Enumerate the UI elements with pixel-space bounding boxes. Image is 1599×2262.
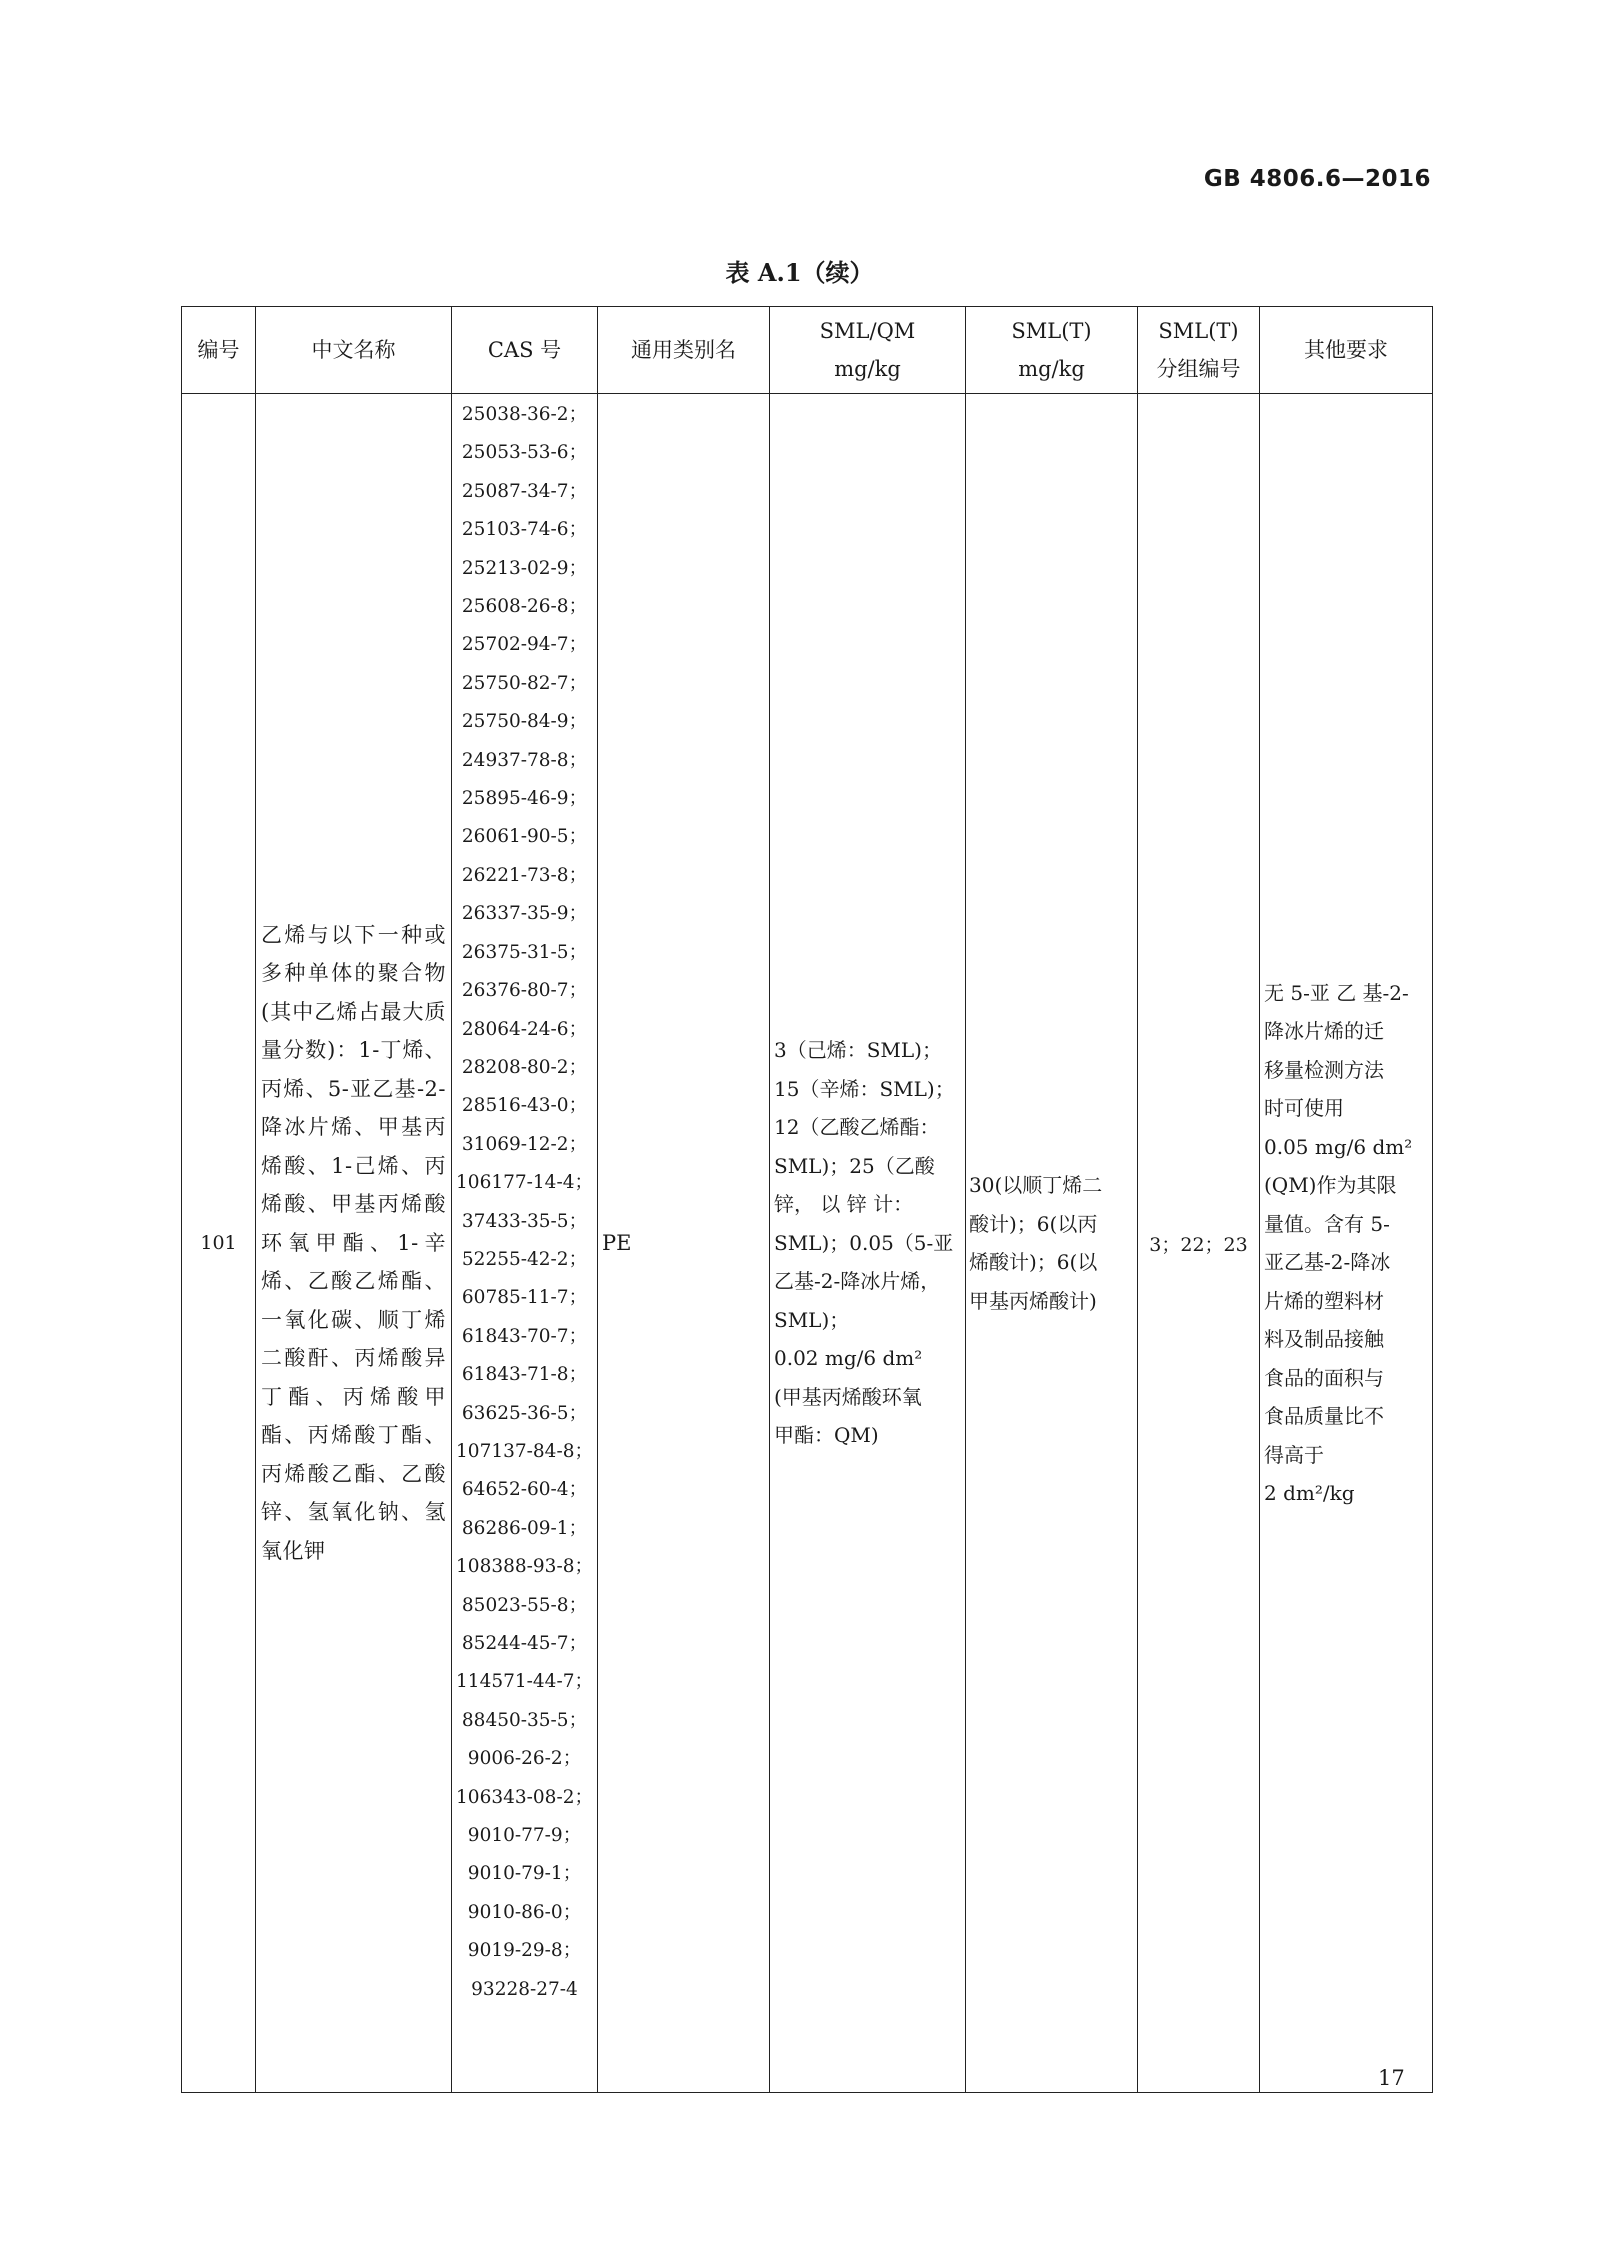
header-sml-t-group: [1138, 307, 1260, 394]
cas-number: 9006-26-2；: [467, 1748, 582, 1770]
cas-number: 26337-35-9；: [461, 903, 588, 925]
header-category: 通用类别名: [598, 307, 770, 394]
other-requirement-line: 食品质量比不: [1264, 1404, 1384, 1428]
cas-number: 26061-90-5；: [461, 826, 588, 848]
cas-number: 28516-43-0；: [461, 1095, 588, 1117]
other-requirement-line: 料及制品接触: [1264, 1327, 1384, 1351]
header-sml-t-group-line2: 分组编号: [1156, 357, 1241, 381]
other-requirement-line: 片烯的塑料材: [1264, 1288, 1384, 1313]
sml-qm-line: (甲基丙烯酸环氧: [774, 1384, 922, 1409]
cas-number: 63625-36-5；: [461, 1402, 588, 1424]
cas-number: 85023-55-8；: [461, 1594, 588, 1616]
cas-number: 61843-71-8；: [461, 1364, 588, 1386]
other-requirement-line: 食品的面积与: [1264, 1365, 1384, 1390]
sml-qm-list: [774, 1031, 961, 1455]
other-requirement-line: 2 dm²/kg: [1264, 1481, 1355, 1505]
table-row: [182, 394, 1433, 2093]
other-requirement-line: 时可使用: [1264, 1096, 1344, 1120]
cas-number: 26375-31-5；: [461, 941, 588, 963]
other-requirement-line: 亚乙基-2-降冰: [1264, 1250, 1391, 1274]
cas-number: 60785-11-7；: [461, 1287, 588, 1309]
cas-list: [452, 396, 597, 2009]
header-num: 编号: [182, 307, 256, 394]
cas-number: 28208-80-2；: [461, 1056, 588, 1078]
other-requirement-line: 量值。含有 5-: [1264, 1211, 1390, 1236]
cas-number: 25038-36-2；: [461, 404, 588, 425]
header-cas: CAS 号: [452, 307, 598, 394]
sml-qm-line: 乙基-2-降冰片烯，: [774, 1269, 941, 1294]
cas-number: 25750-84-9；: [461, 711, 588, 733]
substance-table: [181, 306, 1433, 2093]
standard-code: GB 4806.6—2016: [1203, 166, 1431, 192]
cas-number: 52255-42-2；: [461, 1248, 588, 1270]
cas-number: 26221-73-8；: [461, 864, 588, 886]
cell-name: 乙烯与以下一种或多种单体的聚合物(其中乙烯占最大质量分数)：1-丁烯、丙烯、5-亚乙基-2-降冰片烯、甲基丙烯酸、1-己烯、丙烯酸、甲基丙烯酸环氧甲酯、1-辛烯、乙酸乙烯酯、一氧化碳、顺丁烯二酸酐、丙烯酸异丁酯、丙烯酸甲酯、丙烯酸丁酯、丙烯酸乙酯、乙酸锌、氢氧化钠、氢氧化钾: [256, 394, 452, 2093]
other-requirement-line: 得高于: [1264, 1442, 1324, 1467]
sml-t-line: 酸计)；6(以丙: [969, 1211, 1098, 1236]
cas-number: 61843-70-7；: [461, 1325, 588, 1347]
cas-number: 93228-27-4: [471, 1978, 578, 2000]
sml-t-line: 烯酸计)；6(以: [969, 1250, 1098, 1274]
cas-number: 25608-26-8；: [461, 596, 588, 618]
header-sml-qm-line2: mg/kg: [834, 357, 901, 381]
sml-qm-line: SML)；25（乙酸: [774, 1153, 935, 1178]
other-requirement-line: 降冰片烯的迁: [1264, 1019, 1384, 1043]
cas-number: 88450-35-5；: [461, 1709, 588, 1731]
cell-num: 101: [182, 394, 256, 2093]
cas-number: 25053-53-6；: [461, 442, 588, 464]
cas-number: 9010-79-1；: [467, 1863, 582, 1885]
other-requirement-line: 0.05 mg/6 dm²: [1264, 1134, 1413, 1159]
cell-sml-t: [966, 394, 1138, 2093]
cas-number: 37433-35-5；: [461, 1210, 588, 1232]
sml-qm-line: 12（乙酸乙烯酯：: [774, 1115, 940, 1140]
sml-qm-line: SML)；: [774, 1307, 850, 1332]
other-requirement-line: (QM)作为其限: [1264, 1173, 1397, 1197]
sml-qm-line: SML)；0.05（5-亚: [774, 1230, 954, 1255]
header-sml-qm-line1: SML/QM: [819, 319, 916, 343]
cell-cas: [452, 394, 598, 2093]
cas-number: 86286-09-1；: [461, 1517, 588, 1539]
cas-number: 108388-93-8；: [456, 1556, 593, 1578]
header-sml-t-line2: mg/kg: [1018, 357, 1085, 381]
cas-number: 106343-08-2；: [456, 1786, 593, 1808]
header-sml-t-group-line1: SML(T): [1158, 319, 1239, 343]
header-other: 其他要求: [1260, 307, 1433, 394]
header-name: 中文名称: [256, 307, 452, 394]
sml-qm-line: 0.02 mg/6 dm²: [774, 1346, 923, 1371]
sml-t-list: [969, 1166, 1134, 1320]
cell-sml-t-group: 3；22；23: [1138, 394, 1260, 2093]
cas-number: 25213-02-9；: [461, 557, 588, 579]
sml-t-line: 甲基丙烯酸计): [969, 1288, 1097, 1313]
table-title: 表 A.1（续）: [725, 258, 874, 287]
cas-number: 25702-94-7；: [461, 634, 588, 656]
other-list: [1264, 974, 1428, 1513]
sml-t-line: 30(以顺丁烯二: [969, 1173, 1103, 1197]
cell-other: [1260, 394, 1433, 2093]
sml-qm-line: 锌， 以 锌 计：: [774, 1192, 914, 1217]
page-number: 17: [1378, 2066, 1405, 2090]
cas-number: 28064-24-6；: [461, 1018, 588, 1040]
other-requirement-line: 无 5-亚 乙 基-2-: [1264, 980, 1409, 1005]
cell-category: PE: [598, 394, 770, 2093]
cas-number: 114571-44-7；: [456, 1671, 593, 1693]
cas-number: 25103-74-6；: [461, 519, 588, 541]
cas-number: 26376-80-7；: [461, 980, 588, 1002]
cas-number: 25750-82-7；: [461, 672, 588, 694]
cas-number: 106177-14-4；: [456, 1172, 593, 1194]
header-sml-qm: [770, 307, 966, 394]
cas-number: 25087-34-7；: [461, 480, 588, 502]
table-header-row: [182, 307, 1433, 394]
cas-number: 64652-60-4；: [461, 1479, 588, 1501]
cas-number: 9010-86-0；: [467, 1901, 582, 1923]
cas-number: 31069-12-2；: [461, 1133, 588, 1155]
cell-sml-qm: [770, 394, 966, 2093]
other-requirement-line: 移量检测方法: [1264, 1057, 1384, 1082]
cas-number: 85244-45-7；: [461, 1633, 588, 1654]
header-sml-t: [966, 307, 1138, 394]
sml-qm-line: 3（己烯：SML)；: [774, 1038, 942, 1063]
sml-qm-line: 15（辛烯：SML)；: [774, 1076, 955, 1101]
cas-number: 24937-78-8；: [461, 749, 588, 771]
cas-number: 107137-84-8；: [456, 1440, 593, 1462]
header-sml-t-line1: SML(T): [1011, 319, 1092, 343]
cas-number: 9010-77-9；: [467, 1825, 582, 1847]
cas-number: 9019-29-8；: [467, 1940, 582, 1962]
sml-qm-line: 甲酯：QM): [774, 1423, 879, 1448]
cas-number: 25895-46-9；: [461, 788, 588, 810]
